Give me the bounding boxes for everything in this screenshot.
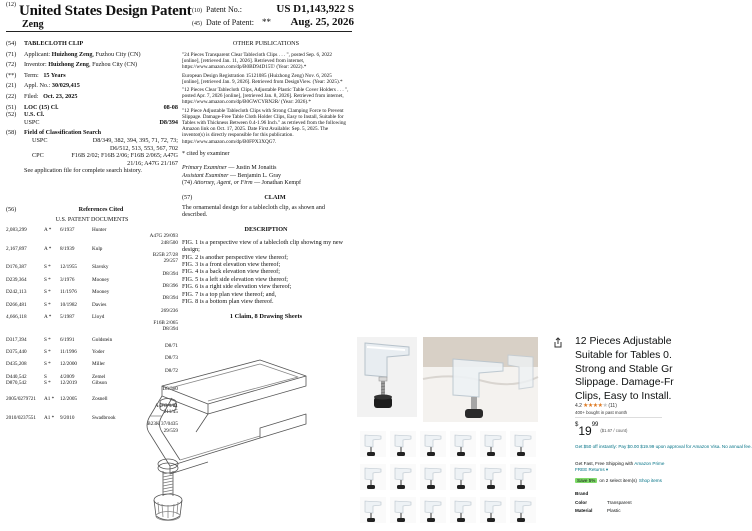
reference-class-row [6, 326, 178, 332]
search-uspc-values-cont: D6/512, 513, 553, 567, 702 [109, 144, 178, 152]
price-per-unit: ($1.67 / count) [600, 428, 628, 434]
uspc-field [6, 119, 178, 127]
other-publication-item: "12 Pieces Clear Tablecloth Clips, Adjustable Plastic Table Cover Holders . . . ", posted Apr. 7, 2026 [online], [retrieved Jan. 8, 2026]. Retrieved from internet, https://www.amazon.com/dp/B0GWCYRN2R/ (Year: 2026).* [182, 87, 349, 106]
listing-divider [575, 417, 662, 418]
patent-header-right [192, 3, 354, 29]
spec-row [575, 490, 662, 499]
product-title-line: Strong and Stable Gr [575, 363, 673, 375]
figure-text: is a back elevation view thereof; [198, 268, 280, 276]
price-whole: 19 [578, 424, 592, 438]
reference-class: B25B 27/28 [152, 252, 178, 259]
reference-number: 4,666,118 [6, 314, 27, 321]
search-cpc [6, 152, 178, 160]
inventor-field [6, 61, 178, 69]
reference-date: 12/2005 [60, 396, 78, 403]
reference-class-secondary: 248/500 [160, 239, 178, 246]
reference-kind: A * [44, 314, 52, 321]
reference-name: Hunter [92, 227, 107, 234]
reference-name: Slavsky [92, 264, 109, 271]
reference-kind: S * [44, 336, 51, 343]
product-title-line: 12 Pieces Adjustable [575, 336, 672, 347]
reference-date: 11/1996 [60, 349, 77, 356]
uspc-value: D8/394 [159, 118, 178, 126]
product-title-line: Slippage. Damage-Fr [575, 377, 674, 389]
other-publications-title: OTHER PUBLICATIONS [232, 40, 300, 47]
reference-class-secondary: 29/559 [163, 427, 178, 434]
product-photo-clip-closeup [357, 337, 417, 417]
reference-number: 2005/0279721 [6, 396, 36, 403]
figure-text: is a front elevation view thereof; [198, 261, 281, 269]
see-application-note [6, 167, 178, 175]
shipping-text: Get Fast, Free Shipping with [575, 461, 635, 466]
other-publications-list [182, 52, 350, 145]
tablecloth-clip-drawing [110, 356, 330, 526]
reference-name: Davies [92, 301, 107, 308]
reference-number: D435,208 [6, 361, 27, 368]
figure-label: FIG. 4 [182, 268, 199, 276]
reference-class-secondary: 211/45 [163, 408, 178, 415]
figure-descriptions [182, 239, 350, 306]
patent-number-row [192, 3, 354, 16]
inventor-label: Inventor: [24, 61, 47, 69]
references-header [6, 206, 178, 214]
product-specs [575, 490, 662, 516]
figure-description [182, 283, 350, 290]
share-icon[interactable] [552, 337, 564, 349]
reference-name: Lloyd [92, 314, 105, 321]
figure-description [182, 239, 350, 254]
reference-kind: A1 * [44, 396, 55, 403]
figure-text: is a bottom plan view thereof. [198, 298, 274, 306]
shop-items-link[interactable]: Shop items [638, 478, 662, 483]
prime-link[interactable]: Amazon Prime [634, 461, 665, 466]
patent-title-line [6, 2, 196, 20]
coupon-row [575, 478, 662, 483]
reference-number: D870,542 [6, 380, 27, 387]
applicant-name: Huizhong Zeng [51, 50, 93, 58]
price-currency: $ [575, 422, 579, 428]
product-price [575, 422, 627, 440]
save-badge: Save 5% [577, 478, 596, 483]
term-extension-marker: ** [261, 17, 271, 27]
code-71: (71) [6, 50, 17, 58]
code-22: (22) [6, 92, 17, 100]
claim-header [182, 194, 350, 202]
spec-key: Color [575, 499, 587, 505]
reference-date: 12/1955 [60, 264, 78, 271]
claim-text: The ornamental design for a tablecloth clip, as shown and described. [182, 203, 325, 219]
field-of-search [6, 129, 178, 137]
reference-date: 11/1976 [60, 289, 77, 296]
reference-date: 6/1937 [60, 227, 75, 234]
application-number: 30/029,415 [51, 82, 80, 90]
spec-key: Brand [575, 491, 589, 496]
applicant-label: Applicant: [24, 50, 51, 58]
attorney: (74) Attorney, Agent, or Firm — Jonathan Kempf [182, 180, 302, 187]
reference-date: 4/2009 [60, 373, 75, 380]
term-label: Term: [24, 71, 39, 79]
inventor-location: , Fuzhou City (CN) [88, 61, 138, 69]
header-divider [6, 31, 352, 32]
reference-name: Mooney [92, 289, 110, 296]
bibliographic-data [6, 40, 178, 178]
loc-class-value: 08-08 [163, 103, 178, 111]
reference-date: 8/1939 [60, 245, 75, 252]
cited-by-examiner-note: * cited by examiner [182, 150, 230, 157]
application-number-field [6, 82, 178, 90]
reference-kind: S * [44, 301, 51, 308]
bought-in-past-month: 400+ bought in past month [575, 410, 628, 415]
code-72: (72) [6, 61, 17, 69]
reference-kind: S * [44, 264, 51, 271]
reference-number: 2,083,299 [6, 227, 27, 234]
reference-number: D440,542 [6, 373, 27, 380]
patent-number-label: Patent No.: [206, 5, 242, 14]
applicant-location: , Fuzhou City (CN) [92, 50, 141, 58]
star-rating-icon: ★★★★★ [582, 403, 608, 409]
reference-date: 12/2000 [60, 361, 78, 368]
loc-class-label: LOC (15) Cl. [24, 103, 59, 111]
application-number-label: Appl. No.: [24, 82, 51, 90]
reference-kind: A * [44, 245, 52, 252]
primary-examiner-label: Primary Examiner [182, 165, 227, 172]
reference-date: 10/1982 [60, 301, 78, 308]
code-74: (74) [182, 180, 192, 187]
patent-date: Aug. 25, 2026 [290, 16, 354, 28]
figure-description [182, 254, 350, 261]
reference-class: A47G 29/093 [149, 233, 178, 240]
inventor-surname: Zeng [22, 19, 44, 30]
references-title: References Cited [78, 206, 124, 213]
reference-date: 9/2010 [60, 415, 75, 422]
reference-name: Goldstein [92, 336, 113, 343]
assistant-examiner-name: Benjamin L. Gray [237, 172, 281, 179]
reference-kind: S * [44, 380, 51, 387]
search-uspc-label: USPC [32, 136, 48, 144]
spec-value: Plastic [607, 508, 621, 514]
figure-text: is a left side elevation view thereof; [198, 275, 289, 283]
spec-value [607, 490, 662, 499]
reference-kind: S * [44, 349, 51, 356]
reference-name: Swadbrook [92, 415, 116, 422]
filed-date: Oct. 23, 2025 [43, 92, 78, 100]
reference-name: Miller [92, 361, 105, 368]
reference-class: D8/394 [162, 295, 178, 302]
code-12: (12) [6, 2, 16, 8]
code-58: (58) [6, 129, 17, 137]
reference-date: 12/2019 [60, 380, 78, 387]
claims-sheets-summary: 1 Claim, 8 Drawing Sheets [229, 312, 303, 320]
code-10: (10) [192, 8, 202, 14]
product-title[interactable] [575, 335, 674, 404]
product-title-line: Suitable for Tables 0. [575, 349, 672, 361]
design-title: TABLECLOTH CLIP [24, 40, 84, 47]
reference-number: 2010/0237551 [6, 415, 36, 422]
product-title-line: Clips, Easy to Install. [575, 391, 672, 403]
claim-title: CLAIM [264, 193, 286, 201]
figure-description [182, 298, 350, 305]
code-56: (56) [6, 206, 17, 213]
reference-class: D8/396 [162, 283, 178, 290]
figure-description [182, 261, 350, 268]
assistant-examiner-label: Assistant Examiner [182, 172, 229, 179]
code-52: (52) [6, 111, 17, 119]
reference-name: Kulp [92, 245, 103, 252]
search-cpc-cont [6, 160, 178, 168]
shipping-info [575, 461, 665, 473]
reference-number: D239,364 [6, 276, 27, 283]
rating-value: 4.2 [575, 402, 582, 409]
patent-header-left [6, 2, 196, 30]
description-title: DESCRIPTION [244, 225, 288, 233]
product-image-main[interactable] [357, 337, 417, 417]
title-field [6, 40, 178, 48]
spec-row [575, 499, 662, 508]
code-57: (57) [182, 193, 193, 201]
code-45: (45) [192, 21, 202, 27]
reference-number: D375,440 [6, 349, 27, 356]
code-21: (21) [6, 82, 17, 90]
spec-value: Transparent [607, 499, 632, 505]
save-text: on 2 select item(s) [599, 478, 637, 483]
patent-number: US D1,143,922 S [276, 3, 354, 15]
figure-description [182, 291, 350, 298]
figure-text: is a top plan view thereof; and, [198, 290, 277, 298]
attorney-label: Attorney, Agent, or Firm [193, 180, 253, 187]
us-class-field [6, 111, 178, 119]
spec-row [575, 507, 662, 516]
applicant-field [6, 51, 178, 59]
reference-name: Zosnell [92, 396, 108, 403]
figure-label: FIG. 8 [182, 298, 199, 306]
loc-class-field [6, 104, 178, 112]
code-54: (54) [6, 40, 17, 47]
reference-class: D8/394 [162, 270, 178, 277]
see-application-text: See application file for complete search history. [24, 167, 142, 175]
attorney-name: Jonathan Kempf [261, 180, 302, 187]
code-51: (51) [6, 103, 17, 111]
other-publication-item: "12 Piece Adjustable Tablecloth Clips with Strong Clamping Force to Prevent Slippage. Damage-Free Table Cloth Holder Clips, Easy to Install, Suitable for Tables with Thickness Between 0.4-1.96 Inch." as retrieved from the following Amazon link on Oct. 17, 2025. Date First Available: Sep. 5, 2025. The inventor(s) is directly responsible for this publication. https://www.amazon.com/dp/B0FPX3XQG7. [182, 107, 347, 145]
product-image-secondary[interactable] [423, 337, 538, 422]
reference-kind: A1 * [44, 415, 55, 422]
figure-text: is a right side elevation view thereof; [198, 283, 292, 291]
reference-class: 269/236 [160, 307, 178, 314]
examiners-block [182, 165, 350, 188]
reference-class: F16B 2/065 [153, 320, 178, 327]
field-of-search-label: Field of Classification Search [24, 129, 102, 137]
reference-kind: S * [44, 289, 51, 296]
search-uspc-cont [6, 145, 178, 153]
reference-class: D8/73 [165, 355, 178, 362]
price-fraction: 99 [591, 422, 599, 428]
reference-date: 5/1987 [60, 314, 75, 321]
term-value: 15 Years [43, 71, 66, 79]
primary-examiner: Primary Examiner — Justin M Jonaitis [182, 165, 277, 172]
reference-class: D8/380 [162, 386, 178, 393]
uspc-label: USPC [24, 118, 40, 126]
spec-key: Material [575, 508, 593, 514]
reference-class: D8/71 [165, 342, 178, 349]
figure-text: is a perspective view of a tablecloth clip showing my new design; [182, 238, 344, 254]
free-returns-link[interactable]: FREE Returns ▾ [575, 467, 609, 472]
figure-label: FIG. 3 [182, 261, 199, 269]
reference-kind: S * [44, 361, 51, 368]
reference-name: Zemel [92, 373, 106, 380]
thumbnail-grid-images [357, 428, 542, 526]
figure-description [182, 268, 350, 275]
right-column [182, 40, 350, 320]
patent-date-label: Date of Patent: [206, 18, 254, 27]
reference-name: Mooney [92, 276, 110, 283]
reference-class: B23K 37/0435 [147, 421, 178, 428]
search-cpc-label: CPC [32, 152, 44, 160]
product-rating[interactable] [575, 402, 617, 409]
rating-count[interactable]: (11) [608, 402, 617, 409]
reference-date: 3/1976 [60, 276, 75, 283]
patent-date-row [192, 16, 354, 29]
references-subtitle: U.S. PATENT DOCUMENTS [55, 217, 129, 223]
primary-examiner-name: Justin M Jonaitis [235, 165, 277, 172]
patent-type-title: United States Design Patent [19, 3, 192, 19]
card-offer-link[interactable]: Get $50 off instantly: Pay $0.00 $19.99 upon approval for Amazon Visa. No annual fee. [575, 444, 752, 449]
reference-class-secondary: 29/257 [163, 258, 178, 265]
inventor-name: Huizhong Zeng [48, 61, 89, 69]
figure-label: FIG. 7 [182, 290, 199, 298]
code-term: (**) [6, 71, 17, 79]
figure-label: FIG. 5 [182, 275, 199, 283]
filed-field [6, 93, 178, 101]
other-publication-item: European Design Registration 15121085 (Huizhong Zeng) Nov. 6, 2025 [online], [retrieved Jan. 9, 2026]. Retrieved from DesignView. (Year: 2025).* [182, 72, 343, 85]
reference-class: A47G 1/21 [154, 402, 178, 409]
reference-number: D266,481 [6, 301, 27, 308]
reference-number: D317,394 [6, 336, 27, 343]
reference-number: D242,113 [6, 289, 27, 296]
product-thumbnail-grid [357, 428, 542, 526]
us-class-label: U.S. Cl. [24, 111, 45, 119]
figure-description [182, 276, 350, 283]
reference-date: 6/1991 [60, 336, 75, 343]
term-field [6, 72, 178, 80]
reference-kind: A * [44, 227, 52, 234]
reference-class: D8/72 [165, 367, 178, 374]
search-cpc-values-cont: 21/16; A47G 21/167 [127, 159, 178, 167]
filed-label: Filed: [24, 92, 39, 100]
search-uspc [6, 137, 178, 145]
figure-label: FIG. 2 [182, 253, 199, 261]
reference-name: Yoder [92, 349, 105, 356]
reference-name: Gibson [92, 380, 107, 387]
search-uspc-values: D8/349, 382, 394, 395, 71, 72, 73; [92, 136, 178, 144]
figure-label: FIG. 6 [182, 283, 199, 291]
search-cpc-values: F16B 2/02; F16B 2/06; F16B 2/065; A47G [71, 152, 178, 160]
reference-class-secondary: D8/394 [162, 326, 178, 333]
reference-kind: S [44, 373, 47, 380]
reference-kind: S * [44, 276, 51, 283]
product-photo-table-edge [423, 337, 538, 422]
assistant-examiner: Assistant Examiner — Benjamin L. Gray [182, 172, 281, 179]
figure-text: is another perspective view thereof; [198, 253, 289, 261]
reference-number: D176,387 [6, 264, 27, 271]
figure-label: FIG. 1 [182, 238, 199, 246]
reference-number: 2,167,897 [6, 245, 27, 252]
other-publication-item: "24 Pieces Transparent Clear Tablecloth Clips . . . ", posted Sep. 6, 2022 [online], [retrieved Jan. 11, 2026]. Retrieved from internet, https://www.amazon.com/dp/B0BD94D15T/ (Year: 2022).* [182, 52, 333, 71]
